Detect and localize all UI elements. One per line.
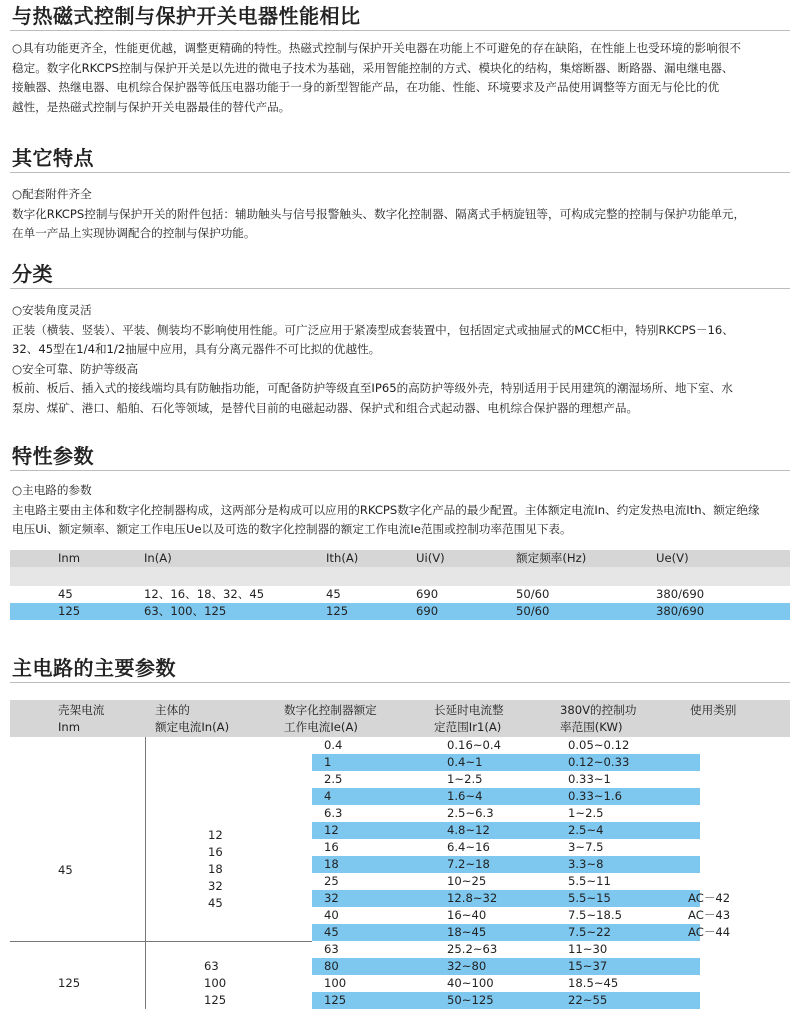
table-cell: 11~30	[568, 942, 608, 956]
table-cell: 3.3~8	[568, 857, 604, 871]
in-cell: 18	[208, 862, 223, 876]
section-other-features	[10, 144, 790, 244]
header-cell: 率范围(KW)	[560, 720, 623, 734]
table-cell: 50/60	[516, 604, 550, 618]
table-cell: 5.5~11	[568, 874, 611, 888]
table-cell: 380/690	[656, 587, 705, 601]
table-body	[10, 737, 790, 1009]
table-cell: 7.5~22	[568, 925, 611, 939]
table-cell: 25.2~63	[447, 942, 498, 956]
table-cell: 40	[324, 908, 339, 922]
in-cell: 125	[204, 993, 227, 1007]
table-cell: 4.8~12	[447, 823, 490, 837]
table-cell: 1~2.5	[447, 772, 483, 786]
in-cell: 16	[208, 845, 223, 859]
paragraph-line: 主电路主要由主体和数字化控制器构成，这两部分是构成可以应用的RKCPS数字化产品的最少配置。主体额定电流In、约定发热电流Ith、额定绝缘	[12, 502, 760, 517]
paragraph-line: 稳定。数字化RKCPS控制与保护开关是以先进的微电子技术为基础，采用智能控制的方式、模块化的结构，集熔断器、断路器、漏电继电器、	[12, 60, 734, 75]
table-row	[312, 907, 700, 924]
section-title: 其它特点	[10, 144, 790, 173]
header-cell: In(A)	[144, 551, 172, 565]
paragraph-line: 越性，是热磁式控制与保护开关电器最佳的替代产品。	[12, 99, 291, 114]
table-cell: 125	[58, 604, 81, 618]
header-cell: 额定电流In(A)	[155, 720, 230, 734]
header-cell: 380V的控制功	[560, 703, 637, 717]
table-cell: 16	[324, 840, 339, 854]
table-cell: 1	[324, 755, 332, 769]
section-classification	[10, 260, 790, 418]
in-cell: 32	[208, 879, 223, 893]
header-cell: 长延时电流整	[434, 703, 504, 717]
table-cell: 5.5~15	[568, 891, 611, 905]
paragraph-line: 在单一产品上实现协调配合的控制与保护功能。	[12, 226, 256, 240]
table-cell: 25	[324, 874, 339, 888]
table-cell: 50/60	[516, 587, 550, 601]
table-row	[312, 771, 700, 788]
header-cell: Inm	[58, 720, 81, 734]
table-row	[312, 975, 700, 992]
table-row	[312, 737, 700, 754]
table-cell: 80	[324, 959, 339, 973]
table-cell: 7.5~18.5	[568, 908, 622, 922]
in-cell: 100	[204, 976, 227, 990]
table-cell: 63	[324, 942, 339, 956]
group-divider	[10, 941, 312, 942]
section-title: 主电路的主要参数	[10, 654, 790, 683]
section-title: 特性参数	[10, 442, 790, 471]
table-cell: 0.05~0.12	[568, 738, 630, 752]
paragraph-line: ○安装角度灵活	[12, 303, 92, 317]
table-row	[312, 856, 700, 873]
table-row	[10, 586, 790, 603]
usage-cell: AC－44	[688, 925, 731, 939]
table-cell: 45	[58, 587, 73, 601]
table-cell: 32~80	[447, 959, 487, 973]
table-cell: 380/690	[656, 604, 705, 618]
table-cell: 3~7.5	[568, 840, 604, 854]
header-cell: 使用类别	[690, 703, 737, 717]
table-row	[312, 788, 700, 805]
table-cell: 0.16~0.4	[447, 738, 501, 752]
header-cell: 额定频率(Hz)	[516, 551, 587, 565]
section-title: 与热磁式控制与保护开关电器性能相比	[10, 2, 790, 31]
table-row	[312, 958, 700, 975]
table-row	[312, 805, 700, 822]
in-cell: 63	[204, 959, 219, 973]
header-cell: Ue(V)	[656, 551, 689, 565]
table-row	[312, 924, 700, 941]
in-cell: 45	[208, 896, 223, 910]
table-cell: 12、16、18、32、45	[144, 587, 265, 601]
header-cell: 主体的	[155, 703, 190, 717]
paragraph-line: 正装（横装、竖装）、平装、侧装均不影响使用性能。可广泛应用于紧凑型成套装置中，包括固定式或抽屉式的MCC柜中，特别RKCPS－16、	[12, 322, 734, 337]
table-row	[312, 992, 700, 1009]
main-params-table	[10, 700, 790, 1009]
in-cell: 12	[208, 828, 223, 842]
table-row	[312, 839, 700, 856]
header-cell: Ui(V)	[416, 551, 445, 565]
table-cell: 0.4	[324, 738, 343, 752]
header-cell: 壳架电流	[58, 703, 105, 717]
table-cell: 690	[416, 604, 439, 618]
paragraph-line: ○安全可靠、防护等级高	[12, 361, 139, 376]
table-cell: 4	[324, 789, 332, 803]
inm-cell: 125	[58, 976, 81, 990]
table-cell: 10~25	[447, 874, 487, 888]
header-cell: 数字化控制器额定	[284, 703, 377, 717]
table-cell: 0.33~1.6	[568, 789, 622, 803]
table-row	[312, 941, 700, 958]
table-cell: 6.4~16	[447, 840, 490, 854]
table-cell: 0.4~1	[447, 755, 483, 769]
paragraph-line: 板前、板后、插入式的接线端均具有防触指功能，可配备防护等级直至IP65的高防护等级外壳，特别适用于民用建筑的潮湿场所、地下室、水	[12, 381, 733, 395]
section-performance	[10, 2, 790, 117]
table-cell: 125	[326, 604, 349, 618]
paragraph-line: 数字化RKCPS控制与保护开关的附件包括：辅助触头与信号报警触头、数字化控制器、隔离式手柄旋钮等，可构成完整的控制与保护功能单元，	[12, 206, 746, 221]
table-cell: 6.3	[324, 806, 343, 820]
table-cell: 2.5	[324, 772, 343, 786]
table-cell: 1~2.5	[568, 806, 604, 820]
header-cell: 定范围Ir1(A)	[434, 720, 502, 734]
header-cell: Inm	[58, 551, 81, 565]
table-cell: 0.33~1	[568, 772, 611, 786]
table-cell: 12	[324, 823, 339, 837]
table-cell: 690	[416, 587, 439, 601]
table-cell: 2.5~4	[568, 823, 604, 837]
table-cell: 15~37	[568, 959, 608, 973]
table-header	[10, 700, 790, 737]
table-cell: 45	[324, 925, 339, 939]
section-characteristics	[10, 442, 790, 540]
table-spacer-row	[10, 567, 790, 586]
table-row	[312, 822, 700, 839]
paragraph-line: ○具有功能更齐全，性能更优越，调整更精确的特性。热磁式控制与保护开关电器在功能上不可避免的存在缺陷，在性能上也受环境的影响很不	[12, 41, 741, 55]
header-cell: 工作电流Ie(A)	[284, 720, 358, 734]
header-cell: Ith(A)	[326, 551, 359, 565]
table-cell: 40~100	[447, 976, 494, 990]
table-cell: 16~40	[447, 908, 487, 922]
table-cell: 18~45	[447, 925, 487, 939]
table-cell: 0.12~0.33	[568, 755, 630, 769]
paragraph-line: ○主电路的参数	[12, 483, 92, 497]
table-cell: 7.2~18	[447, 857, 490, 871]
paragraph-line: 电压Ui、额定频率、额定工作电压Ue以及可选的数字化控制器的额定工作电流Ie范围或控制功率范围见下表。	[12, 522, 572, 536]
table-cell: 32	[324, 891, 339, 905]
paragraph-line: 接触器、热继电器、电机综合保护器等低压电器功能于一身的新型智能产品，在功能、性能、环境要求及产品使用调整等方面无与伦比的优	[12, 80, 720, 94]
table-row	[312, 890, 700, 907]
inm-cell: 45	[58, 863, 73, 877]
usage-cell: AC－42	[688, 891, 731, 905]
characteristics-table	[10, 550, 790, 620]
table-row	[312, 873, 700, 890]
table-cell: 45	[326, 587, 341, 601]
table-cell: 18.5~45	[568, 976, 619, 990]
table-cell: 22~55	[568, 993, 608, 1007]
usage-cell: AC－43	[688, 908, 731, 922]
table-cell: 100	[324, 976, 347, 990]
table-cell: 63、100、125	[144, 604, 227, 618]
paragraph-line: 32、45型在1/4和1/2抽屉中应用，具有分离元器件不可比拟的优越性。	[12, 342, 381, 356]
paragraph-line: ○配套附件齐全	[12, 187, 92, 201]
paragraph-line: 泵房、煤矿、港口、船舶、石化等领域，是替代目前的电磁起动器、保护式和组合式起动器、电机综合保护器的理想产品。	[12, 400, 639, 415]
section-title: 分类	[10, 260, 790, 289]
table-row	[312, 754, 700, 771]
table-cell: 2.5~6.3	[447, 806, 494, 820]
table-header-row	[10, 550, 790, 567]
table-cell: 1.6~4	[447, 789, 483, 803]
section-main-params	[10, 654, 790, 683]
table-row	[10, 603, 790, 620]
column-divider	[145, 737, 146, 1009]
table-cell: 12.8~32	[447, 891, 498, 905]
table-cell: 18	[324, 857, 339, 871]
table-cell: 50~125	[447, 993, 494, 1007]
table-cell: 125	[324, 993, 347, 1007]
